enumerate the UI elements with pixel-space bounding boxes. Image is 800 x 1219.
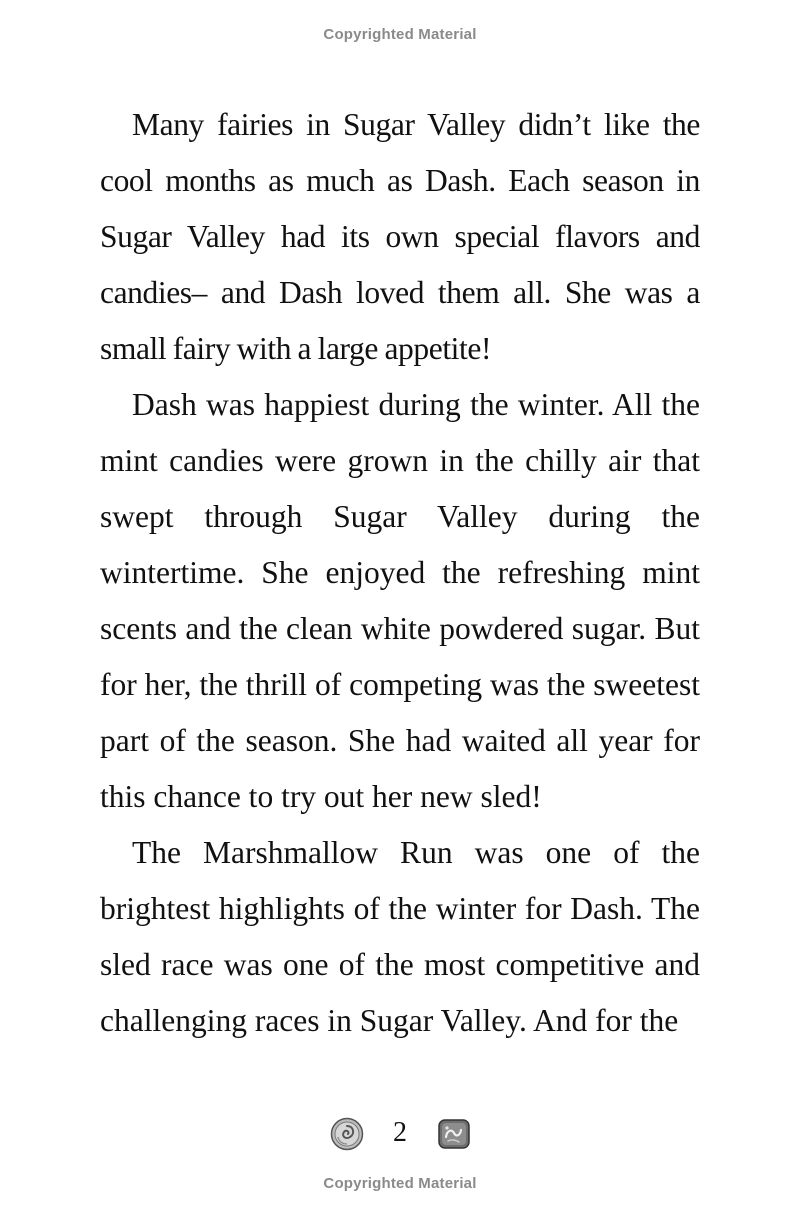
paragraph-3: The Marshmallow Run was one of the brightest highlights of the winter for Dash. The sled race was one of the most competitive and challenging races in Sugar Valley. And for the	[100, 835, 700, 1038]
square-wrapped-candy-icon	[437, 1117, 471, 1151]
copyright-watermark-top: Copyrighted Material	[323, 26, 477, 43]
page-number: 2	[393, 1117, 407, 1148]
paragraph-2: Dash was happiest during the winter. All the mint candies were grown in the chilly air that swept through Sugar Valley during the wintertime. She enjoyed the refreshing mint scents and the clean white powdered sugar. But for her, the thrill of competing was the sweetest part of the season. She had waited all year for this chance to try out her new sled!	[100, 387, 700, 814]
copyright-watermark-bottom: Copyrighted Material	[323, 1175, 477, 1192]
paragraph-1: Many fairies in Sugar Valley didn’t like the cool months as much as Dash. Each season in Sugar Valley had its own special flavors and candies– and Dash loved them all. She was a small fairy with a large appetite!	[100, 107, 700, 366]
round-swirl-candy-icon	[330, 1117, 364, 1151]
page-footer	[0, 1114, 800, 1154]
story-text	[100, 97, 700, 1049]
